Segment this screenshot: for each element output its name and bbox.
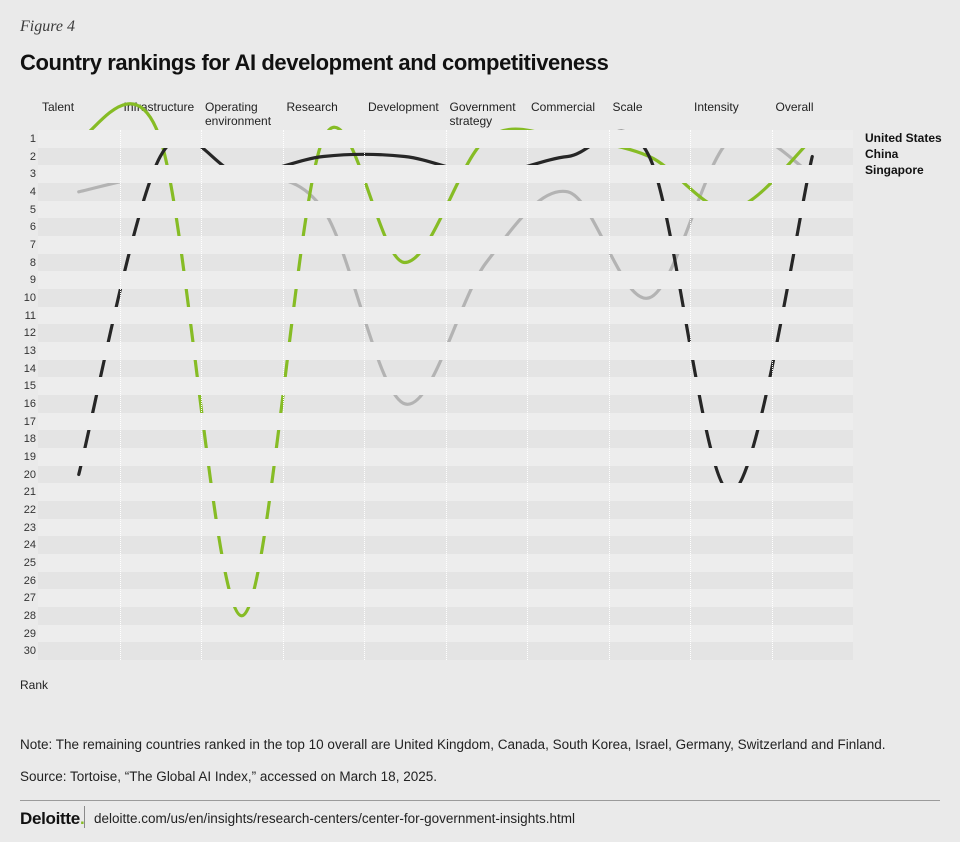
chart-container bbox=[20, 100, 940, 700]
rank-tick-label: 22 bbox=[23, 503, 36, 516]
rank-tick-label: 2 bbox=[29, 150, 36, 163]
footer-url[interactable]: deloitte.com/us/en/insights/research-centers/center-for-government-insights.html bbox=[94, 811, 575, 826]
deloitte-logo bbox=[20, 809, 84, 829]
category-gridline bbox=[527, 130, 529, 660]
rank-tick-label: 24 bbox=[23, 539, 36, 552]
category-gridline bbox=[690, 130, 692, 660]
footer-divider bbox=[20, 800, 940, 801]
rank-tick-label: 23 bbox=[23, 521, 36, 534]
rank-tick-label: 13 bbox=[23, 344, 36, 357]
rank-tick-label: 28 bbox=[23, 609, 36, 622]
brand-dot: . bbox=[79, 809, 85, 828]
brand-name: Deloitte bbox=[20, 809, 80, 828]
rank-tick-label: 29 bbox=[23, 627, 36, 640]
rank-tick-label: 14 bbox=[23, 362, 36, 375]
rank-tick-label: 4 bbox=[29, 185, 36, 198]
rank-tick-label: 25 bbox=[23, 556, 36, 569]
category-axis-labels bbox=[38, 100, 940, 130]
rank-tick-label: 30 bbox=[23, 645, 36, 658]
category-gridline bbox=[772, 130, 774, 660]
page-title: Country rankings for AI development and competitiveness bbox=[20, 50, 609, 75]
category-gridline bbox=[201, 130, 203, 660]
category-label: Infrastructure bbox=[123, 100, 195, 114]
category-label: Government strategy bbox=[449, 100, 516, 128]
plot-area bbox=[38, 130, 853, 660]
category-gridline bbox=[364, 130, 366, 660]
chart-legend bbox=[865, 130, 955, 178]
category-label: Overall bbox=[775, 100, 814, 114]
rank-tick-label: 9 bbox=[29, 274, 36, 287]
legend-entry: China bbox=[865, 147, 899, 161]
category-label: Operating environment bbox=[205, 100, 272, 128]
legend-entry: Singapore bbox=[865, 163, 924, 177]
category-label: Talent bbox=[42, 100, 75, 114]
rank-tick-label: 26 bbox=[23, 574, 36, 587]
rank-tick-label: 5 bbox=[29, 203, 36, 216]
rank-tick-label: 17 bbox=[23, 415, 36, 428]
category-gridline bbox=[609, 130, 611, 660]
rank-tick-label: 8 bbox=[29, 256, 36, 269]
footer-vertical-divider bbox=[84, 806, 85, 828]
category-gridline bbox=[283, 130, 285, 660]
rank-tick-label: 1 bbox=[29, 132, 36, 145]
category-label: Scale bbox=[612, 100, 643, 114]
rank-tick-label: 7 bbox=[29, 238, 36, 251]
rank-tick-label: 16 bbox=[23, 397, 36, 410]
figure-label: Figure 4 bbox=[20, 18, 75, 35]
chart-source: Source: Tortoise, “The Global AI Index,” accessed on March 18, 2025. bbox=[20, 769, 437, 784]
legend-entry: United States bbox=[865, 131, 942, 145]
rank-tick-label: 15 bbox=[23, 380, 36, 393]
category-label: Commercial bbox=[531, 100, 596, 114]
rank-axis-labels bbox=[20, 130, 38, 660]
rank-tick-label: 10 bbox=[23, 291, 36, 304]
rank-tick-label: 12 bbox=[23, 327, 36, 340]
category-gridline bbox=[446, 130, 448, 660]
rank-tick-label: 21 bbox=[23, 486, 36, 499]
category-label: Intensity bbox=[694, 100, 739, 114]
rank-tick-label: 20 bbox=[23, 468, 36, 481]
rank-tick-label: 3 bbox=[29, 168, 36, 181]
rank-tick-label: 18 bbox=[23, 433, 36, 446]
rank-tick-label: 11 bbox=[24, 309, 36, 322]
rank-tick-label: 6 bbox=[29, 221, 36, 234]
rank-axis-caption: Rank bbox=[20, 678, 49, 692]
rank-tick-label: 19 bbox=[23, 450, 36, 463]
category-label: Development bbox=[368, 100, 439, 114]
chart-note: Note: The remaining countries ranked in the top 10 overall are United Kingdom, Canada, South Korea, Israel, Germany, Switzerland and Finland. bbox=[20, 737, 886, 752]
category-label: Research bbox=[286, 100, 338, 114]
category-gridline bbox=[120, 130, 122, 660]
rank-tick-label: 27 bbox=[23, 592, 36, 605]
